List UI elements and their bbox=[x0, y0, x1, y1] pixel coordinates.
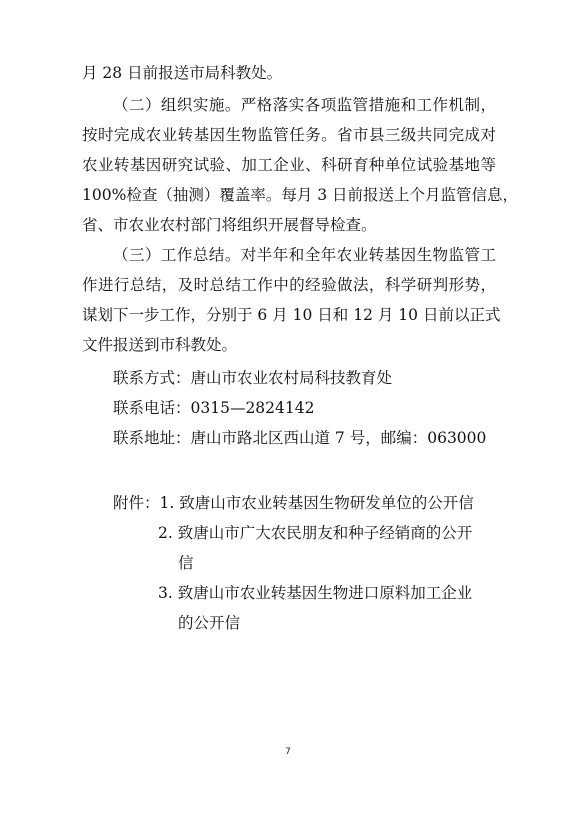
attachment-item-1: 附件：1. 致唐山市农业转基因生物研发单位的公开信 bbox=[113, 494, 474, 512]
section-two-heading-line: （二）组织实施。严格落实各项监管措施和工作机制， bbox=[113, 96, 496, 114]
section-two-body-line: 农业转基因研究试验、加工企业、科研育种单位试验基地等 bbox=[82, 156, 496, 174]
paragraph-continuation-line: 月 28 日前报送市局科教处。 bbox=[82, 64, 283, 82]
attachment-item-3-line-2: 的公开信 bbox=[178, 614, 241, 632]
section-three-body-line: 文件报送到市科教处。 bbox=[82, 336, 238, 354]
contact-address: 联系地址：唐山市路北区西山道 7 号，邮编：063000 bbox=[113, 429, 487, 447]
attachment-item-2-line-1: 2. 致唐山市广大农民朋友和种子经销商的公开 bbox=[158, 524, 473, 542]
page-number: 7 bbox=[285, 747, 291, 757]
contact-method: 联系方式：唐山市农业农村局科技教育处 bbox=[113, 369, 393, 387]
contact-phone: 联系电话：0315—2824142 bbox=[113, 399, 315, 417]
attachment-item-2-line-2: 信 bbox=[178, 554, 194, 572]
section-two-body-line: 省、市农业农村部门将组织开展督导检查。 bbox=[82, 216, 377, 234]
section-three-body-line: 作进行总结，及时总结工作中的经验做法，科学研判形势， bbox=[82, 276, 496, 294]
section-three-body-line: 谋划下一步工作，分别于 6 月 10 日和 12 月 10 日前以正式 bbox=[82, 306, 501, 324]
section-three-heading-line: （三）工作总结。对半年和全年农业转基因生物监管工 bbox=[113, 246, 496, 264]
section-two-body-line: 按时完成农业转基因生物监管任务。省市县三级共同完成对 bbox=[82, 126, 496, 144]
section-two-body-line: 100%检查（抽测）覆盖率。每月 3 日前报送上个月监管信息， bbox=[82, 186, 519, 204]
attachment-item-3-line-1: 3. 致唐山市农业转基因生物进口原料加工企业 bbox=[158, 584, 473, 602]
